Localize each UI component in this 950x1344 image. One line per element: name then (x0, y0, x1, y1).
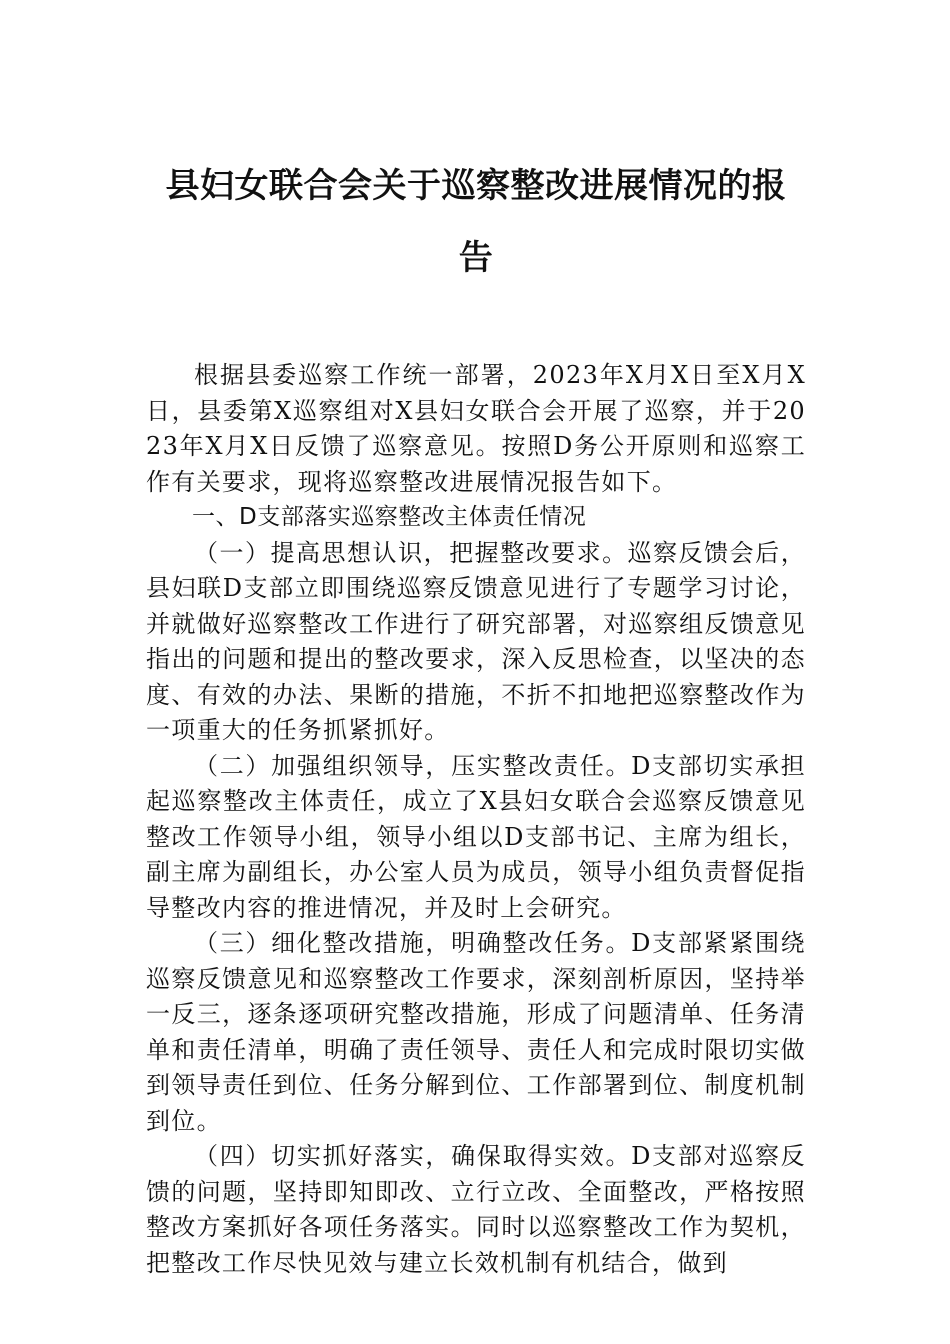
body-paragraph: （四）切实抓好落实，确保取得实效。D支部对巡察反馈的问题，坚持即知即改、立行立改、全面整改，严格按照整改方案抓好各项任务落实。同时以巡察整改工作为契机，把整改工作尽快见效与建立长效机制有机结合，做到 (146, 1142, 806, 1277)
body-paragraph: （三）细化整改措施，明确整改任务。D支部紧紧围绕巡察反馈意见和巡察整改工作要求，深刻剖析原因，坚持举一反三，逐条逐项研究整改措施，形成了问题清单、任务清单和责任清单，明确了责任领导、责任人和完成时限切实做到领导责任到位、任务分解到位、工作部署到位、制度机制到位。 (146, 929, 806, 1135)
title-line-1: 县妇女联合会关于巡察整改进展情况的报 (165, 166, 787, 206)
body-paragraph: （一）提高思想认识，把握整改要求。巡察反馈会后，县妇联D支部立即围绕巡察反馈意见进行了专题学习讨论，并就做好巡察整改工作进行了研究部署，对巡察组反馈意见指出的问题和提出的整改要求，深入反思检查，以坚决的态度、有效的办法、果断的措施，不折不扣地把巡察整改作为一项重大的任务抓紧抓好。 (146, 538, 806, 744)
title-line-2: 告 (458, 238, 494, 278)
document-title (146, 150, 806, 294)
section-heading: 一、D支部落实巡察整改主体责任情况 (192, 504, 587, 530)
body-paragraph: （二）加强组织领导，压实整改责任。D支部切实承担起巡察整改主体责任，成立了X县妇女联合会巡察反馈意见整改工作领导小组，领导小组以D支部书记、主席为组长，副主席为副组长，办公室人员为成员，领导小组负责督促指导整改内容的推进情况，并及时上会研究。 (146, 751, 806, 922)
document-body (146, 358, 806, 1281)
intro-paragraph: 根据县委巡察工作统一部署，2023年X月X日至X月X日，县委第X巡察组对X县妇女联合会开展了巡察，并于2023年X月X日反馈了巡察意见。按照D务公开原则和巡察工作有关要求，现将巡察整改进展情况报告如下。 (146, 361, 806, 496)
